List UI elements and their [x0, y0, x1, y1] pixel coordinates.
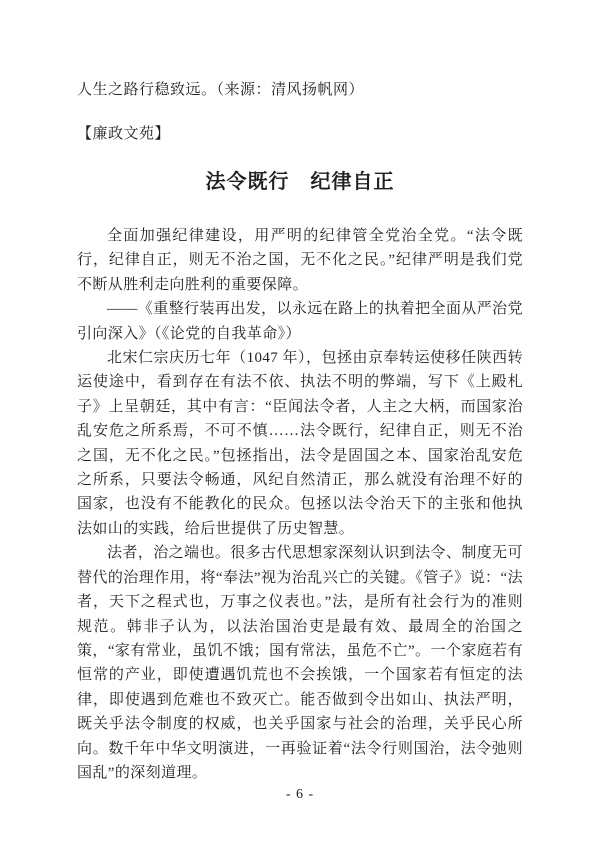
intro-line: 人生之路行稳致远。（来源：清风扬帆网） — [77, 82, 365, 98]
paragraph-baozheng-story: 北宋仁宗庆历七年（1047 年），包拯由京奉转运使移任陕西转运使途中，看到存在有法不依、执法不明的弊端，写下《上殿札子》上呈朝廷，其中有言：“臣闻法令者，人主之大柄，而国家治乱安危之所系焉，不可不慎……法令既行，纪律自正，则无不治之国，无不化之民。”包拯指出，法令是固国之本、国家治乱安危之所系，只要法令畅通，风纪自然清正，那么就没有治理不好的国家，也没有不能教化的民众。包拯以法令治天下的主张和他执法如山的实践，给后世提供了历史智慧。 — [77, 350, 523, 537]
paragraph-lead: 全面加强纪律建设，用严明的纪律管全党治全党。“法令既行，纪律自正，则无不治之国，无不化之民。”纪律严明是我们党不断从胜利走向胜利的重要保障。 — [77, 228, 523, 293]
paragraph-rule-of-law: 法者，治之端也。很多古代思想家深刻认识到法令、制度无可替代的治理作用，将“奉法”视为治乱兴亡的关键。《管子》说：“法者，天下之程式也，万事之仪表也。”法，是所有社会行为的准则规范。韩非子认为，以法治国治吏是最有效、最周全的治国之策，“家有常业，虽饥不饿；国有常法，虽危不亡”。一个家庭若有恒常的产业，即使遭遇饥荒也不会挨饿，一个国家若有恒定的法律，即使遇到危难也不致灭亡。能否做到令出如山、执法严明，既关乎法令制度的权威，也关乎国家与社会的治理，关乎民心所向。数千年中华文明演进，一再验证着“法令行则国治，法令弛则国乱”的深刻道理。 — [77, 545, 523, 781]
page-number: - 6 - — [285, 787, 315, 802]
article-body — [77, 224, 523, 785]
article-title: 法令既行 纪律自正 — [205, 171, 395, 193]
paragraph-attribution: ——《重整行装再出发，以永远在路上的执着把全面从严治党引向深入》（《论党的自我革命》） — [77, 301, 523, 342]
section-header: 【廉政文苑】 — [77, 126, 171, 142]
